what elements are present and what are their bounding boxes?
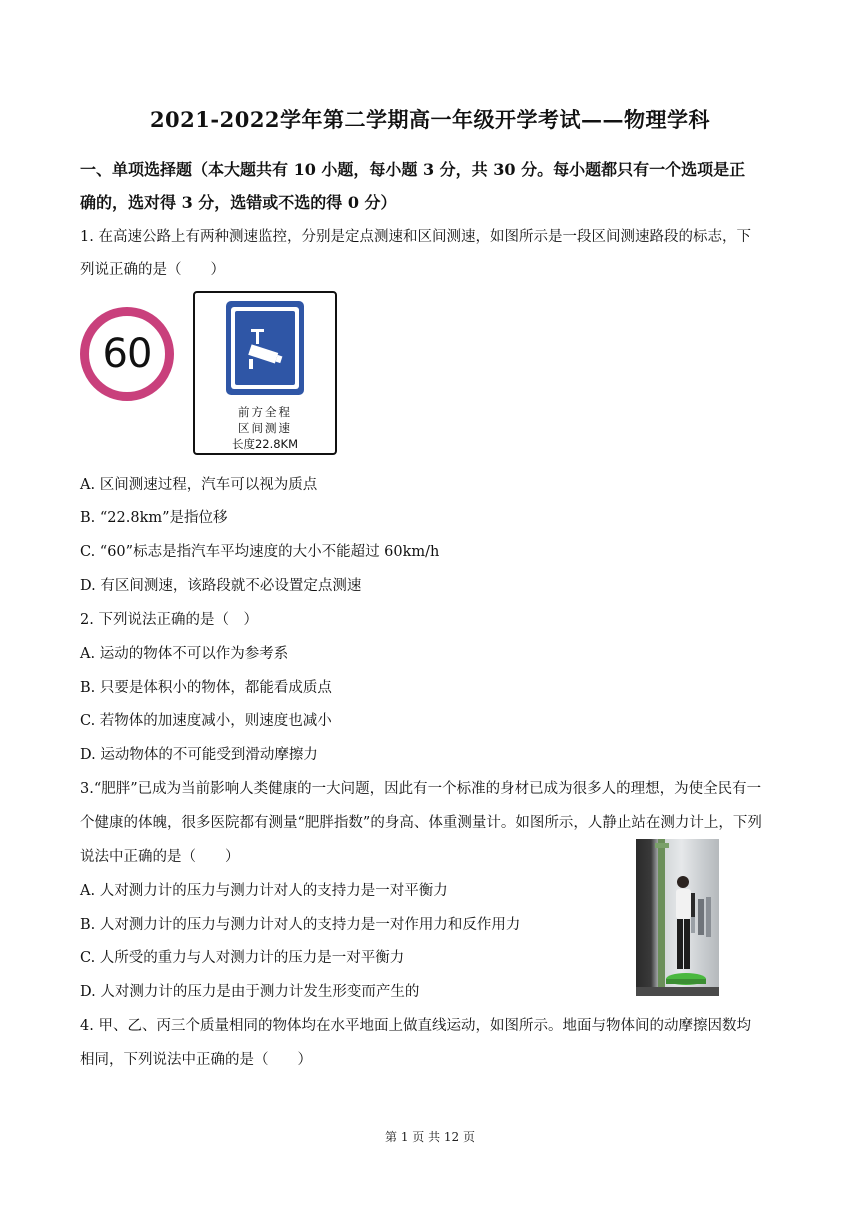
question-2-option-d: D. 运动物体的不可能受到滑动摩擦力 bbox=[80, 747, 318, 763]
speed-limit-sign bbox=[80, 307, 174, 401]
question-4-line-1: 4. 甲、乙、丙三个质量相同的物体均在水平地面上做直线运动，如图所示。地面与物体间的动摩擦因数均 bbox=[80, 1018, 751, 1034]
sign-text-line-2: 区间测速 bbox=[238, 421, 292, 435]
question-3-line-2: 个健康的体魄，很多医院都有测量“肥胖指数”的身高、体重测量计。如图所示，人静止站在测力计上，下列 bbox=[80, 815, 762, 831]
exam-title: 2021-2022学年第二学期高一年级开学考试——物理学科 bbox=[149, 107, 711, 132]
question-4-line-2: 相同，下列说法中正确的是（ ） bbox=[80, 1052, 312, 1068]
question-1-line-1: 1. 在高速公路上有两种测速监控，分别是定点测速和区间测速，如图所示是一段区间测速路段的标志，下 bbox=[80, 229, 751, 245]
question-3-option-d: D. 人对测力计的压力是由于测力计发生形变而产生的 bbox=[80, 984, 420, 1000]
question-3-option-c: C. 人所受的重力与人对测力计的压力是一对平衡力 bbox=[80, 950, 405, 966]
speed-limit-value: 60 bbox=[102, 331, 152, 377]
camera-sign-panel bbox=[226, 301, 304, 395]
question-3-option-b: B. 人对测力计的压力与测力计对人的支持力是一对作用力和反作用力 bbox=[80, 917, 521, 933]
question-1-option-c: C. “60”标志是指汽车平均速度的大小不能超过 60km/h bbox=[80, 544, 440, 560]
question-3-line-3: 说法中正确的是（ ） bbox=[80, 849, 240, 865]
question-3-line-1: 3.“肥胖”已成为当前影响人类健康的一大问题，因此有一个标准的身材已成为很多人的理想，为使全民有一 bbox=[80, 781, 762, 797]
question-2-line-1: 2. 下列说法正确的是（ ） bbox=[80, 612, 258, 628]
question-1-line-2: 列说正确的是（ ） bbox=[80, 262, 225, 278]
question-2-option-c: C. 若物体的加速度减小，则速度也减小 bbox=[80, 713, 332, 729]
speed-camera-icon bbox=[235, 311, 295, 385]
question-3-option-a: A. 人对测力计的压力与测力计对人的支持力是一对平衡力 bbox=[80, 883, 448, 899]
question-2-option-a: A. 运动的物体不可以作为参考系 bbox=[80, 646, 289, 662]
page-footer: 第 1 页 共 12 页 bbox=[385, 1130, 475, 1144]
question-2-option-b: B. 只要是体积小的物体，都能看成质点 bbox=[80, 680, 332, 696]
sign-text-line-3: 长度22.8KM bbox=[231, 437, 299, 451]
section-heading-line-1: 一、单项选择题（本大题共有 10 小题，每小题 3 分，共 30 分。每小题都只有一个选项是正 bbox=[80, 160, 746, 179]
question-1-option-d: D. 有区间测速，该路段就不必设置定点测速 bbox=[80, 578, 362, 594]
section-heading-line-2: 确的，选对得 3 分，选错或不选的得 0 分） bbox=[80, 193, 397, 212]
sign-text-line-1: 前方全程 bbox=[238, 405, 292, 419]
question-1-option-a: A. 区间测速过程，汽车可以视为质点 bbox=[80, 477, 318, 493]
interval-speed-camera-sign bbox=[193, 291, 337, 455]
question-1-option-b: B. “22.8km”是指位移 bbox=[80, 510, 228, 526]
person-on-scale-photo bbox=[636, 839, 719, 996]
